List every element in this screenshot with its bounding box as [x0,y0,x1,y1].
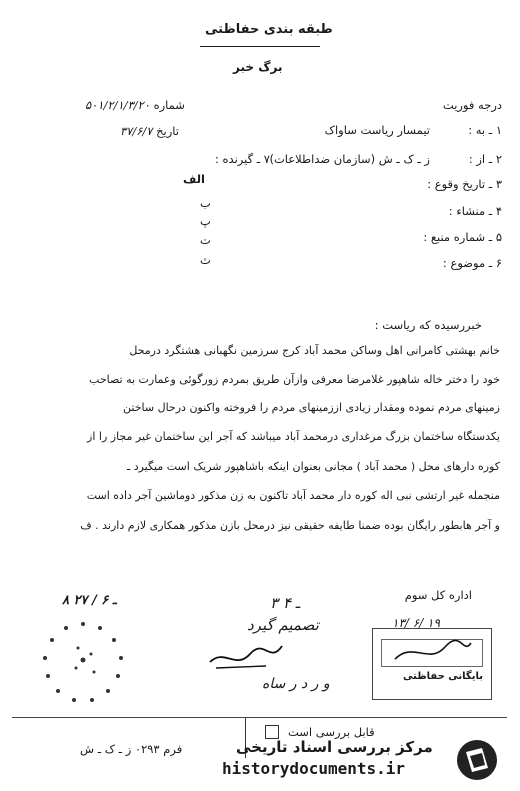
date-value: ۳۷/۶/۷ [120,124,153,138]
field-5-label: ۵ ـ شماره منبع : [423,230,502,244]
number-row [85,98,185,112]
classification-header: طبقه بندی حفاظتی [205,22,333,37]
field-6-mark: ت [200,233,211,247]
body-line: زمینهای مردم نموده ومقدار زیادی اززمینهای مردم را فروخته واکنون درحال ساختن [123,401,500,414]
stamp-ring-icon [38,618,128,708]
field-3-mark: الف [183,172,205,186]
checkbox-label: قابل بررسی است [288,725,375,739]
field-3-label: ۳ ـ تاریخ وقوع : [427,177,502,191]
body-line: خانم بهشتی کامرانی اهل وساکن محمد آباد کرج سرزمین نگهبانی هشتگرد درمحل [129,344,500,357]
field-2-label: ۲ ـ از : [468,152,502,166]
body-line: خود را دختر خاله شاهپور غلامرضا معرفی وازآن طریق بمردم زورگوئی وعمارت به تصاحب [89,373,500,386]
body-line: کوره دارهای محل ( محمد آباد ) مجانی بعنوان اینکه باشاهپور شریک است میگیرد ـ [126,460,500,473]
field-2-value: ز ـ ک ـ ش (سازمان ضداطلاعات) [269,152,430,166]
signature-icon [206,640,286,674]
date-label: تاریخ [156,124,180,138]
body-intro: خبررسیده که ریاست : [374,318,482,332]
archive-logo-icon [452,738,502,783]
watermark-logo [452,738,502,783]
number-value: ۵۰۱/۲/۱/۳/۲۰ [85,98,150,112]
handwritten-note: ۳ ـ ۴ [270,594,301,612]
review-checkbox[interactable] [265,725,279,739]
recipient-label: ۷ ـ گیرنده : [215,152,270,166]
field-6-label: ۶ ـ موضوع : [442,256,502,270]
watermark-line-2: historydocuments.ir [222,759,406,778]
form-title: برگ خبر [233,60,283,74]
handwritten-note: و ر د ر ساه [262,676,330,692]
bottom-divider [12,717,507,718]
right-date: ۱۳/ ۶/ ۱۹ [392,616,440,630]
body-line: منجمله غیر ارتشی نبی اله کوره دار محمد آباد تاکنون به زن مذکور دوماشین آجر داده است [86,489,500,502]
priority-label: درجه فوریت [442,98,502,112]
field-1-label: ۱ ـ به : [468,123,502,137]
body-line: و آجر هابطور رایگان بوده ضمنا طایفه حقیقی نیز درمحل بازن مذکور همکاری لازم دارند . ف [80,519,500,532]
date-row [120,124,179,138]
office-note: اداره کل سوم [404,588,472,602]
stamp-date: ۸ ـ ۶ / ۲۷ [62,593,117,608]
field-4-label: ۴ ـ منشاء : [448,204,502,218]
handwritten-note: تصمیم گیرد [247,616,319,634]
watermark-line-1: مرکز بررسی اسناد تاریخی [236,738,433,756]
field-5-mark: پ [200,214,211,228]
circular-stamp [38,618,128,708]
right-stamp-box [372,628,492,700]
field-4-mark: ب [200,196,211,210]
form-number: فرم ۰۲۹۳ ز ـ ک ـ ش [80,742,183,756]
stamp-scribble-icon [393,635,473,669]
number-label: شماره [153,98,185,112]
field-extra-mark: ث [200,253,211,267]
field-1-value: تیمسار ریاست ساواک [324,123,430,137]
body-line: یکدستگاه ساختمان بزرگ مرغداری درمحمد آباد میباشد که آجر این ساختمان غیر مجاز را از [87,430,500,443]
classification-underline [200,46,320,47]
right-stamp-text: بایگانی حفاظتی [403,671,483,682]
